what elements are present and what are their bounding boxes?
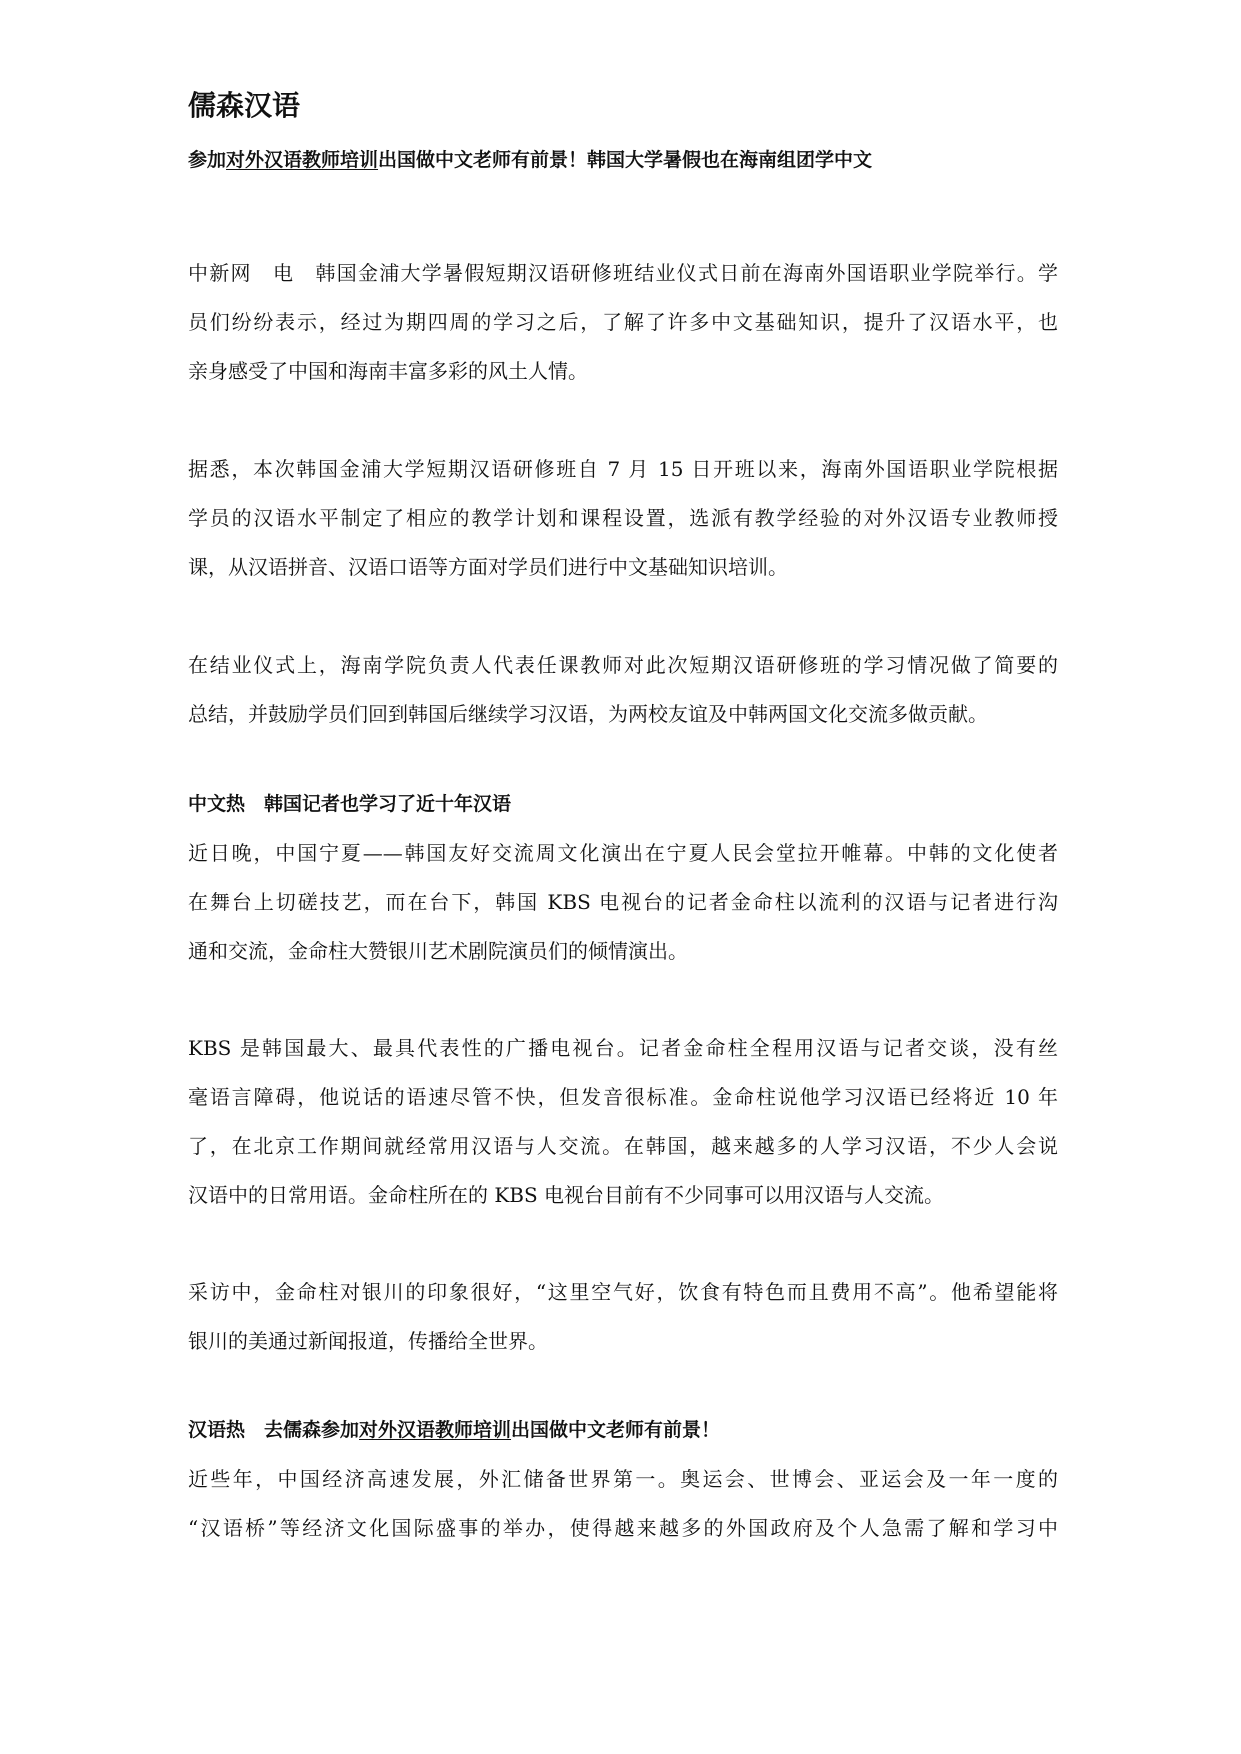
article2-headline: 中文热 韩国记者也学习了近十年汉语 bbox=[188, 793, 512, 815]
page-title: 儒森汉语 bbox=[188, 89, 301, 122]
text-line: 近日晚，中国宁夏——韩国友好交流周文化演出在宁夏人民会堂拉开帷幕。中韩的文化使者 bbox=[188, 841, 1058, 865]
text-line: 毫语言障碍，他说话的语速尽管不快，但发音很标准。金命柱说他学习汉语已经将近 10 年 bbox=[188, 1085, 1058, 1109]
text-line: 近些年，中国经济高速发展，外汇储备世界第一。奥运会、世博会、亚运会及一年一度的 bbox=[188, 1467, 1058, 1491]
article1-paragraph-2 bbox=[188, 445, 1058, 592]
text-line: 学员的汉语水平制定了相应的教学计划和课程设置，选派有教学经验的对外汉语专业教师授 bbox=[188, 506, 1058, 530]
text-line: 采访中，金命柱对银川的印象很好，“这里空气好，饮食有特色而且费用不高”。他希望能将 bbox=[188, 1280, 1058, 1304]
article1-headline-post: 出国做中文老师有前景！韩国大学暑假也在海南组团学中文 bbox=[378, 149, 873, 171]
text-line: KBS 是韩国最大、最具代表性的广播电视台。记者金命柱全程用汉语与记者交谈，没有丝 bbox=[188, 1036, 1058, 1060]
article2-paragraph-3 bbox=[188, 1268, 1058, 1366]
article1-paragraph-1 bbox=[188, 249, 1058, 396]
article1-paragraph-3 bbox=[188, 641, 1058, 739]
article3-paragraph-1 bbox=[188, 1455, 1058, 1553]
article3-headline-link[interactable]: 对外汉语教师培训 bbox=[359, 1419, 512, 1441]
text-line: 汉语中的日常用语。金命柱所在的 KBS 电视台目前有不少同事可以用汉语与人交流。 bbox=[188, 1183, 945, 1207]
text-line: 据悉，本次韩国金浦大学短期汉语研修班自 7 月 15 日开班以来，海南外国语职业学院根据 bbox=[188, 457, 1058, 481]
text-line: 在结业仪式上，海南学院负责人代表任课教师对此次短期汉语研修班的学习情况做了简要的 bbox=[188, 653, 1058, 677]
text-line: 课，从汉语拼音、汉语口语等方面对学员们进行中文基础知识培训。 bbox=[188, 555, 788, 579]
text-line: “汉语桥”等经济文化国际盛事的举办，使得越来越多的外国政府及个人急需了解和学习中 bbox=[188, 1516, 1058, 1540]
article1-headline bbox=[188, 146, 872, 174]
text-line: 中新网 电 韩国金浦大学暑假短期汉语研修班结业仪式日前在海南外国语职业学院举行。学 bbox=[188, 261, 1058, 285]
article2-paragraph-1 bbox=[188, 829, 1058, 976]
article1-headline-pre: 参加 bbox=[188, 149, 227, 171]
text-line: 亲身感受了中国和海南丰富多彩的风土人情。 bbox=[188, 359, 588, 383]
text-line: 银川的美通过新闻报道，传播给全世界。 bbox=[188, 1329, 548, 1353]
article3-headline-pre: 汉语热 去儒森参加 bbox=[188, 1419, 360, 1441]
text-line: 在舞台上切磋技艺，而在台下，韩国 KBS 电视台的记者金命柱以流利的汉语与记者进行沟 bbox=[188, 890, 1058, 914]
article3-headline bbox=[188, 1416, 720, 1444]
text-line: 通和交流，金命柱大赞银川艺术剧院演员们的倾情演出。 bbox=[188, 939, 688, 963]
text-line: 了，在北京工作期间就经常用汉语与人交流。在韩国，越来越多的人学习汉语，不少人会说 bbox=[188, 1134, 1058, 1158]
text-line: 总结，并鼓励学员们回到韩国后继续学习汉语，为两校友谊及中韩两国文化交流多做贡献。 bbox=[188, 702, 988, 726]
article1-headline-link[interactable]: 对外汉语教师培训 bbox=[226, 149, 379, 171]
article3-headline-post: 出国做中文老师有前景！ bbox=[511, 1419, 721, 1441]
text-line: 员们纷纷表示，经过为期四周的学习之后，了解了许多中文基础知识，提升了汉语水平，也 bbox=[188, 310, 1058, 334]
article2-paragraph-2 bbox=[188, 1024, 1058, 1220]
